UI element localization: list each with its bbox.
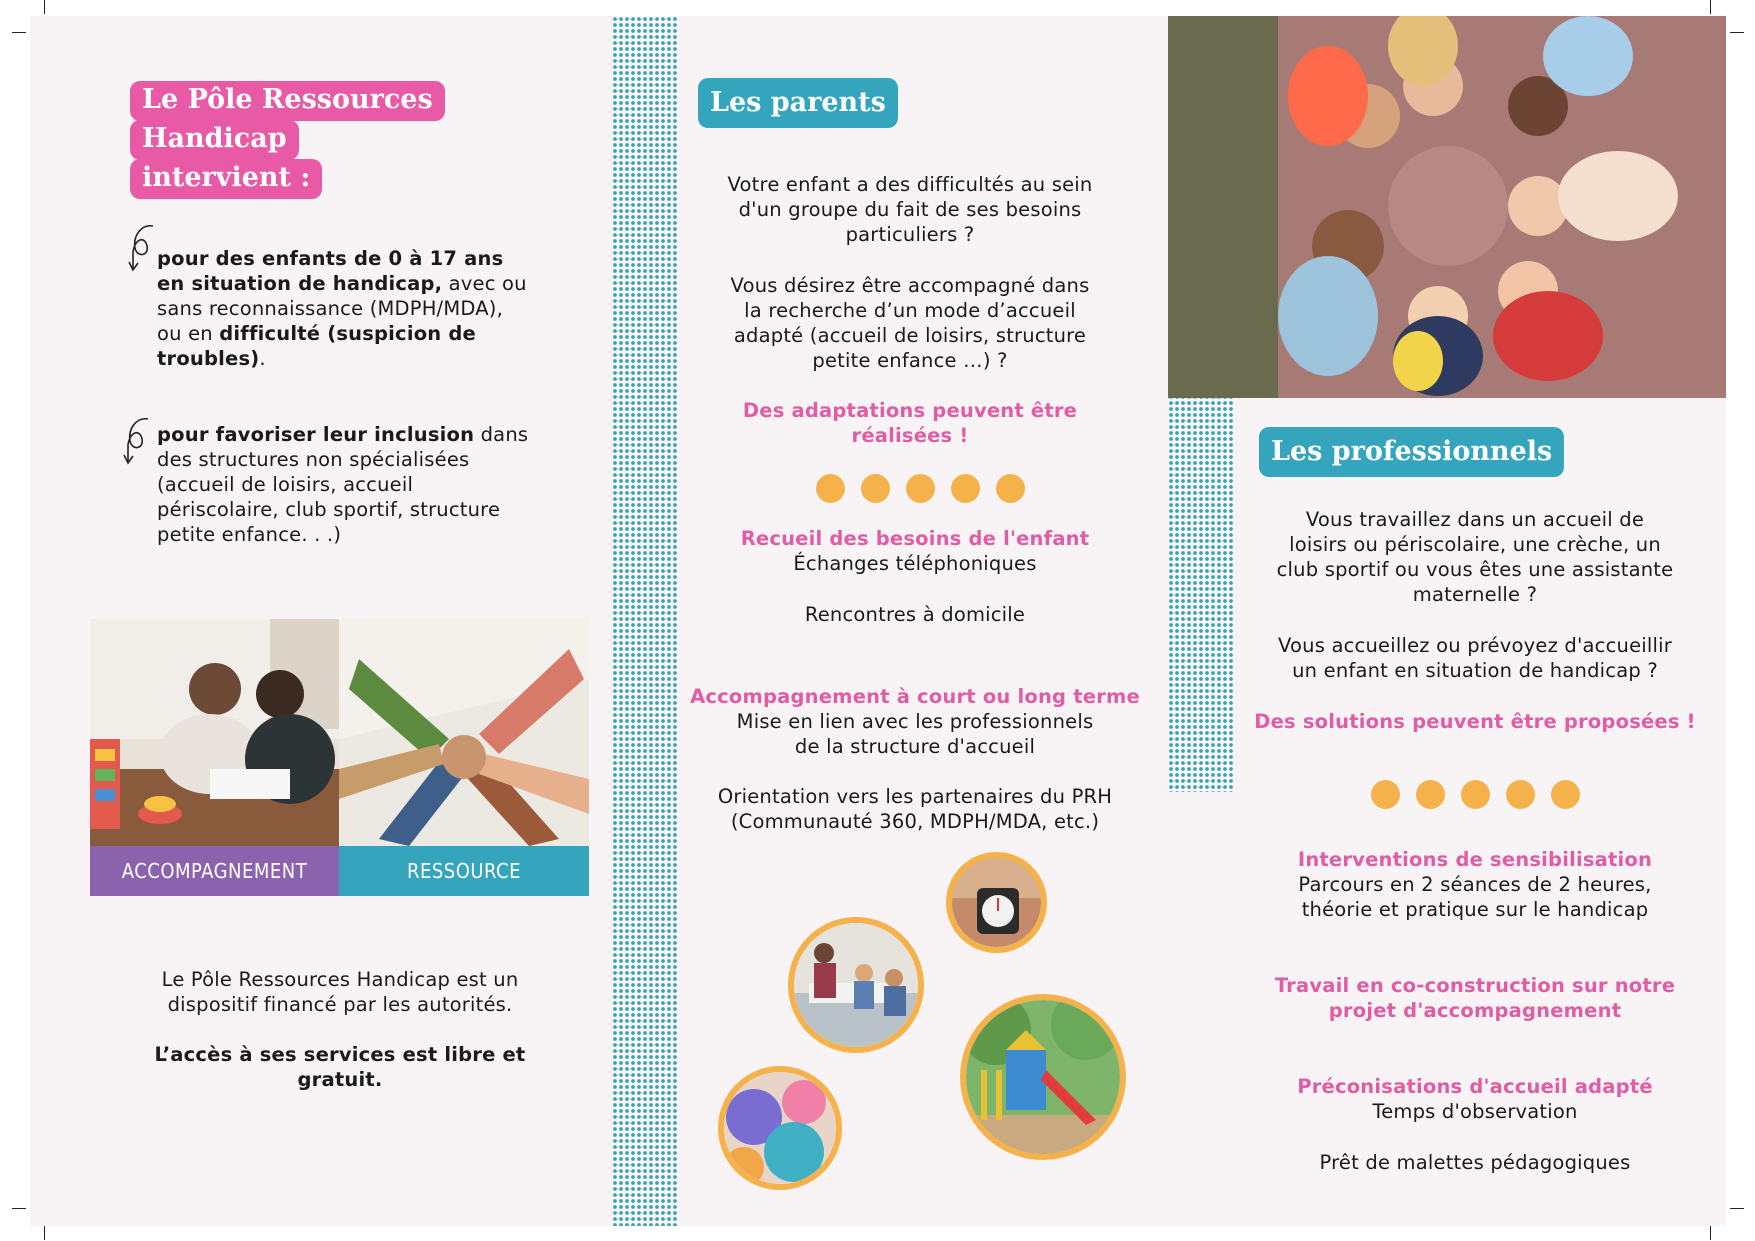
- heading-line-2: Handicap: [130, 120, 299, 160]
- label-ressource: RESSOURCE: [339, 846, 589, 896]
- pros-service-2-title: Travail en co-construction sur notre projet d'accompagnement: [1274, 974, 1676, 1022]
- yellow-dots-divider: [1355, 780, 1595, 813]
- crop-mark: [12, 1208, 26, 1209]
- parents-service-2-line-1: Mise en lien avec les professionnels: [736, 710, 1094, 733]
- photo-timer: [946, 852, 1047, 953]
- pros-service-3-title: Préconisations d'accueil adapté: [1297, 1075, 1653, 1098]
- photo-sensory-balls: [718, 1066, 842, 1190]
- curl-arrow-icon: [127, 222, 161, 272]
- crop-mark: [1730, 1208, 1744, 1209]
- bullet-text-2: pour favoriser leur inclusion dans des structures non spécialisées (accueil de loisirs, accueil périscolaire, club sportif, structure petite enfance. . .): [157, 423, 529, 546]
- parents-service-2-line-2: de la structure d'accueil: [794, 735, 1036, 758]
- photo-ressource: [339, 619, 589, 846]
- parents-service-1-line-2: Rencontres à domicile: [804, 603, 1026, 626]
- parents-question-1: Votre enfant a des difficultés au sein d'un groupe du fait de ses besoins particuliers ?: [727, 173, 1093, 246]
- photo-playground: [960, 994, 1126, 1160]
- bullet-text-1: pour des enfants de 0 à 17 ans en situation de handicap, avec ou sans reconnaissance (MDPH/MDA), ou en difficulté (suspicion de troubles).: [157, 247, 527, 370]
- funding-note: Le Pôle Ressources Handicap est un dispositif financé par les autorités.: [161, 968, 519, 1016]
- access-note: L’accès à ses services est libre et gratuit.: [154, 1043, 526, 1091]
- crop-mark: [1710, 0, 1711, 14]
- parents-service-1-title: Recueil des besoins de l'enfant: [740, 527, 1090, 550]
- parents-question-2: Vous désirez être accompagné dans la recherche d’un mode d’accueil adapté (accueil de loisirs, structure petite enfance …) ?: [730, 274, 1090, 372]
- pros-service-3-line-2: Prêt de malettes pédagogiques: [1319, 1151, 1631, 1174]
- curl-arrow-icon: [122, 415, 156, 465]
- heading-parents: Les parents: [698, 78, 898, 128]
- pros-service-3-line-1: Temps d'observation: [1372, 1100, 1578, 1123]
- pros-highlight: Des solutions peuvent être proposées !: [1254, 710, 1696, 733]
- photo-classroom: [788, 917, 924, 1053]
- parents-service-2-title: Accompagnement à court ou long terme: [690, 685, 1140, 708]
- yellow-dots-divider: [800, 474, 1040, 507]
- parents-service-2-line-3: Orientation vers les partenaires du PRH: [717, 785, 1113, 808]
- pros-service-1-line-2: théorie et pratique sur le handicap: [1301, 898, 1649, 921]
- heading-line-1: Le Pôle Ressources: [130, 81, 445, 121]
- parents-highlight: Des adaptations peuvent être réalisées !: [742, 399, 1078, 447]
- pros-service-1-title: Interventions de sensibilisation: [1297, 848, 1653, 871]
- label-accompagnement: ACCOMPAGNEMENT: [90, 846, 339, 896]
- pros-service-1-line-1: Parcours en 2 séances de 2 heures,: [1298, 873, 1652, 896]
- crop-mark: [1730, 32, 1744, 33]
- pros-question-2: Vous accueillez ou prévoyez d'accueillir un enfant en situation de handicap ?: [1278, 634, 1672, 682]
- dotted-divider-left: [612, 16, 678, 1226]
- parents-service-1-line-1: Échanges téléphoniques: [793, 552, 1037, 575]
- crop-mark: [44, 0, 45, 14]
- crop-mark: [1710, 1226, 1711, 1240]
- heading-line-3: intervient :: [130, 159, 322, 199]
- crop-mark: [12, 32, 26, 33]
- heading-professionnels: Les professionnels: [1259, 427, 1564, 477]
- photo-children-circle: [1168, 16, 1726, 398]
- parents-service-2-line-4: (Communauté 360, MDPH/MDA, etc.): [730, 810, 1100, 833]
- crop-mark: [44, 1226, 45, 1240]
- pros-question-1: Vous travaillez dans un accueil de loisirs ou périscolaire, une crèche, un club sportif ou vous êtes une assistante maternelle ?: [1276, 508, 1674, 606]
- photo-accompagnement: [90, 619, 339, 846]
